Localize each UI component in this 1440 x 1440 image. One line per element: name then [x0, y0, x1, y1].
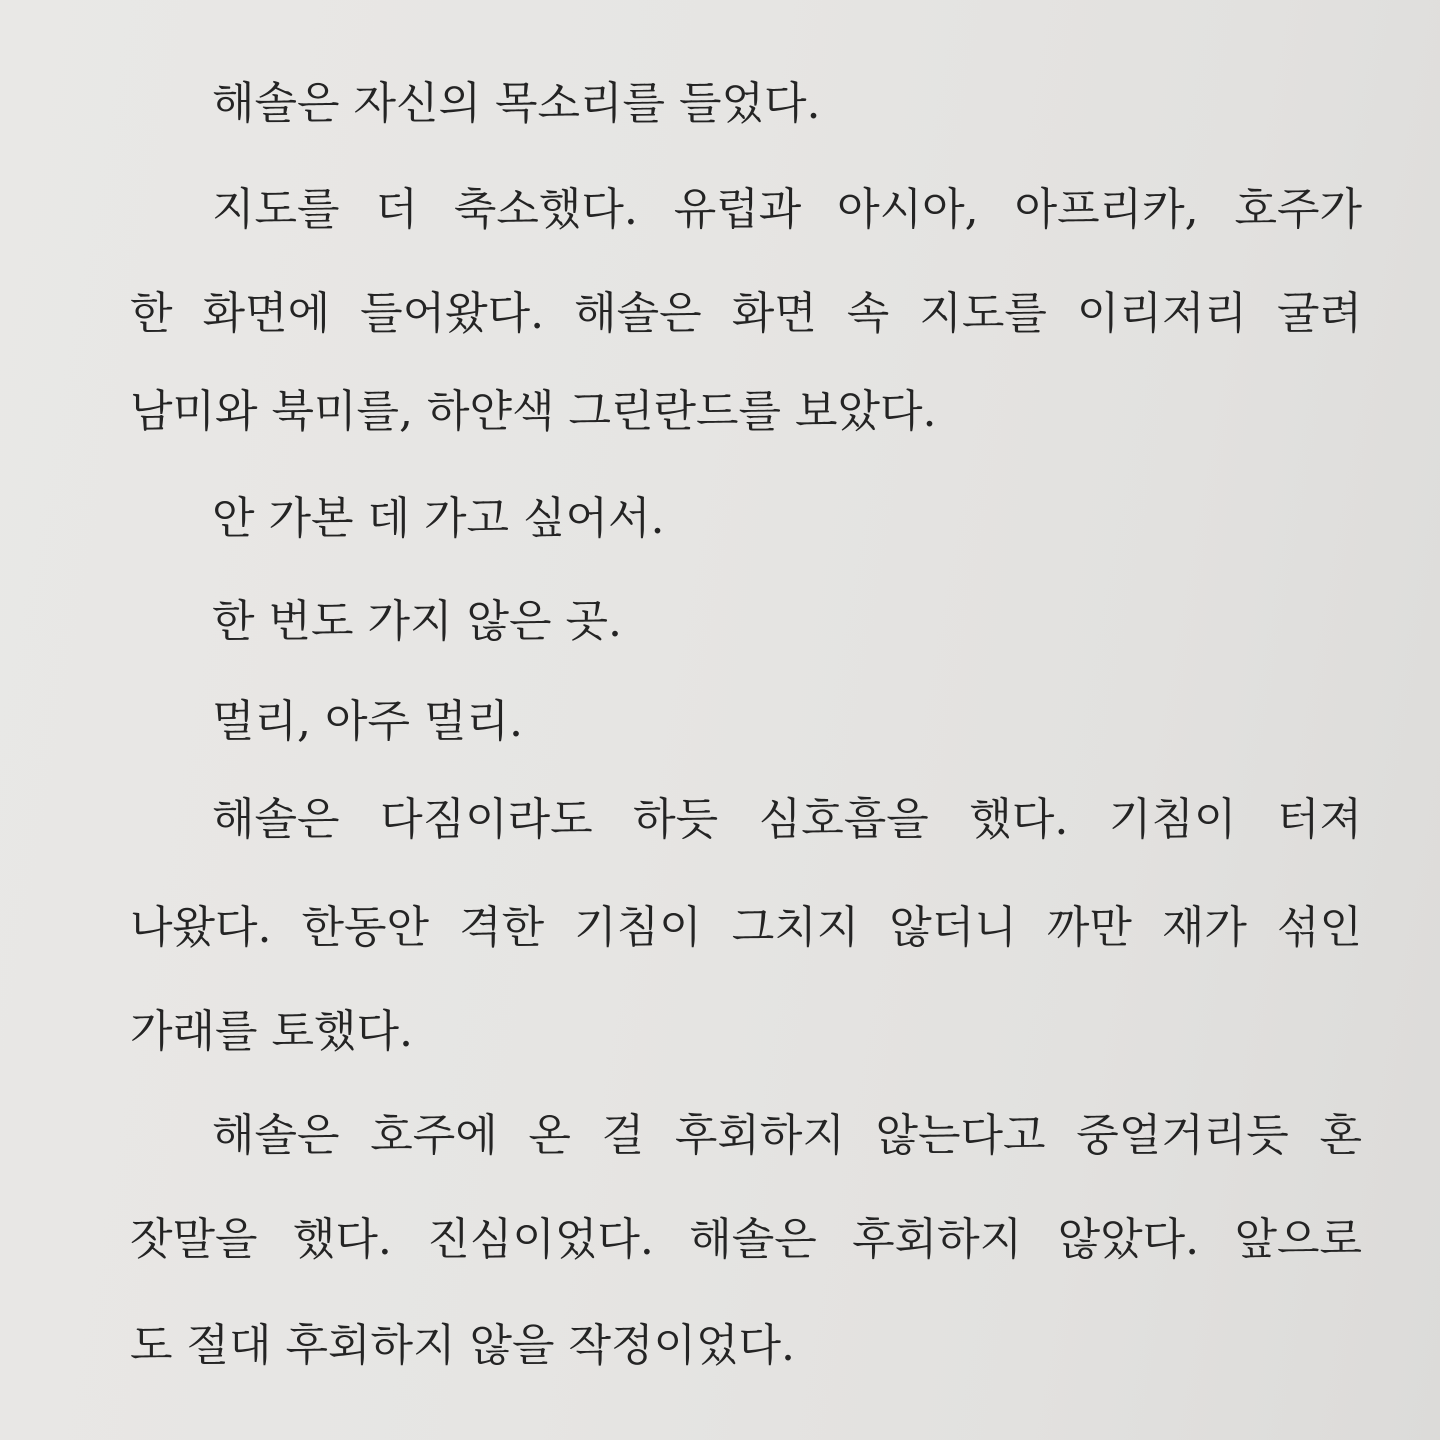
text-line: 해솔은 호주에 온 걸 후회하지 않는다고 중얼거리듯 혼 — [212, 1110, 1362, 1161]
text-line: 잣말을 했다. 진심이었다. 해솔은 후회하지 않았다. 앞으로 — [130, 1214, 1362, 1265]
text-line: 남미와 북미를, 하얀색 그린란드를 보았다. — [130, 386, 937, 437]
text-line: 한 화면에 들어왔다. 해솔은 화면 속 지도를 이리저리 굴려 — [130, 288, 1362, 339]
text-line: 도 절대 후회하지 않을 작정이었다. — [130, 1320, 795, 1371]
text-line: 멀리, 아주 멀리. — [212, 696, 523, 747]
text-line: 지도를 더 축소했다. 유럽과 아시아, 아프리카, 호주가 — [212, 184, 1362, 235]
text-line: 한 번도 가지 않은 곳. — [212, 596, 622, 647]
text-line: 안 가본 데 가고 싶어서. — [212, 493, 665, 544]
text-line: 해솔은 자신의 목소리를 들었다. — [212, 78, 821, 129]
text-line: 해솔은 다짐이라도 하듯 심호흡을 했다. 기침이 터져 — [212, 794, 1362, 845]
text-line: 가래를 토했다. — [130, 1006, 413, 1057]
text-line: 나왔다. 한동안 격한 기침이 그치지 않더니 까만 재가 섞인 — [130, 902, 1362, 953]
